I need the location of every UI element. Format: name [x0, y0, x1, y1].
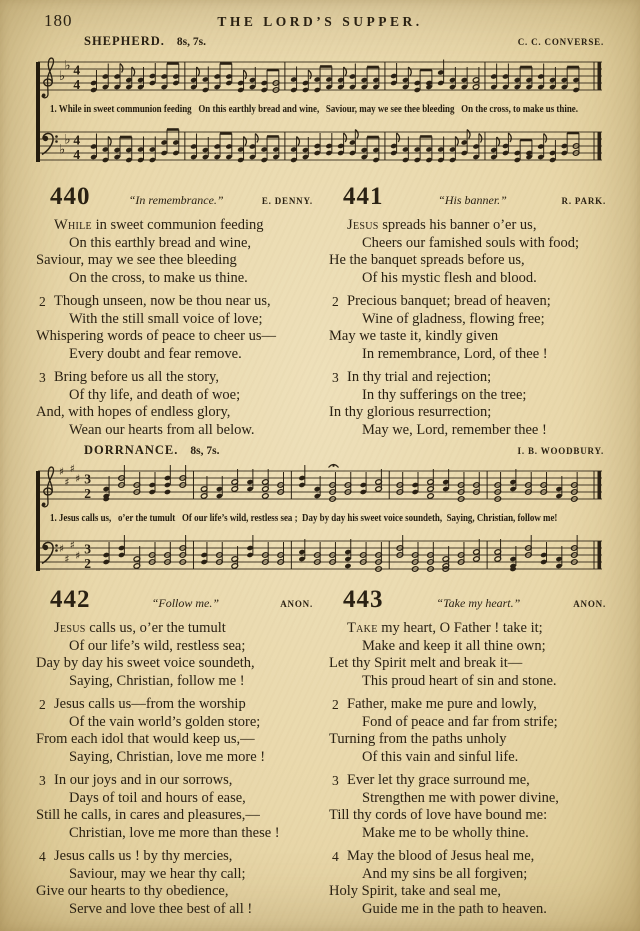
hymn-author: ANON.: [280, 599, 313, 609]
verse-line: Every doubt and fear remove.: [69, 345, 242, 362]
verse-line: In thy glorious resurrection;: [329, 404, 492, 420]
svg-text:♯: ♯: [69, 539, 75, 552]
page-title: THE LORD’S SUPPER.: [217, 14, 423, 29]
svg-text:♯: ♯: [59, 543, 65, 555]
verse-line: In remembrance, Lord, of thee !: [362, 345, 548, 362]
verse-number: 3: [332, 773, 339, 788]
verse-line: Of our life’s wild, restless sea;: [69, 637, 246, 654]
music-system-dorrnance: [36, 443, 604, 581]
hymn-verses: [36, 217, 313, 439]
hymn-caption: “Take my heart.”: [436, 596, 521, 610]
verse-line: 2 Though unseen, now be thou near us,: [39, 293, 271, 309]
hymn-header: [329, 183, 606, 213]
tune-name: DORRNANCE.: [84, 443, 179, 457]
verse-line: Give our hearts to thy obedience,: [36, 883, 229, 899]
hymn-verse: [36, 620, 313, 690]
hymn-header: [36, 183, 313, 213]
svg-text:♭: ♭: [59, 142, 66, 158]
hymn-author: R. PARK.: [561, 196, 606, 206]
hymn-row-440-441: [36, 183, 606, 445]
svg-text:4: 4: [73, 132, 81, 148]
verse-line: May we taste it, kindly given: [329, 328, 499, 344]
verse-line: Fond of peace and far from strife;: [362, 713, 558, 730]
svg-text:♭: ♭: [59, 69, 66, 84]
verse-number: 3: [39, 773, 46, 788]
verse-lead-word: Take: [347, 620, 378, 636]
svg-text:♯: ♯: [69, 462, 75, 475]
svg-text:♯: ♯: [59, 466, 65, 478]
verse-line: From each idol that would keep us,—: [36, 731, 255, 747]
svg-text:♯: ♯: [75, 473, 81, 485]
verse-line: Cheers our famished souls with food;: [362, 234, 580, 251]
hymn-verse: [329, 369, 606, 439]
verse-line: This proud heart of sin and stone.: [362, 672, 557, 689]
verse-line: He the banquet spreads before us,: [329, 252, 525, 268]
verse-line: 3 Ever let thy grace surround me,: [332, 772, 530, 788]
verse-line: Holy Spirit, take and seal me,: [329, 883, 501, 899]
hymn-verse: [36, 369, 313, 439]
hymn-number: 443: [343, 586, 384, 613]
verse-line: Saying, Christian, love me more !: [69, 748, 266, 765]
composer-credit: I. B. WOODBURY.: [517, 446, 604, 456]
hymn-verse: [329, 848, 606, 918]
tune-caption-row: [36, 34, 604, 50]
svg-text:♭: ♭: [64, 58, 71, 74]
hymn-441: [329, 183, 606, 445]
verse-line: Till thy cords of love have bound me:: [329, 807, 548, 823]
tune-meter: 8s, 7s.: [190, 445, 220, 457]
verse-line: Day by day his sweet voice soundeth,: [36, 655, 255, 671]
verse-line: 4 May the blood of Jesus heal me,: [332, 848, 535, 864]
tune-caption-row: [36, 443, 604, 459]
verse-line: While in sweet communion feeding: [54, 217, 264, 233]
verse-number: 2: [332, 697, 339, 712]
svg-text:3: 3: [84, 471, 91, 487]
verse-line: Jesus spreads his banner o’er us,: [347, 217, 537, 233]
verse-line: 3 Bring before us all the story,: [39, 369, 219, 385]
svg-text:4: 4: [73, 77, 81, 92]
verse-line: Make me to be wholly thine.: [362, 824, 529, 841]
hymn-caption: “Follow me.”: [151, 596, 220, 610]
verse-line: Jesus calls us, o’er the tumult: [54, 620, 226, 636]
svg-text:4: 4: [73, 147, 81, 162]
lyric-line: 1. Jesus calls us, o’er the tumult Of our life’s wild, restless sea ; Day by day his sweet voice soundeth, Saying, Christian, follow me!: [50, 513, 558, 524]
verse-line: With the still small voice of love;: [69, 310, 263, 327]
hymn-caption: “His banner.”: [438, 193, 507, 207]
verse-line: Saying, Christian, follow me !: [69, 672, 245, 689]
hymn-440: [36, 183, 313, 445]
verse-line: Days of toil and hours of ease,: [69, 789, 246, 806]
verse-line: Guide me in the path to heaven.: [362, 900, 547, 917]
svg-text:♯: ♯: [64, 476, 70, 489]
verse-line: Christian, love me more than these !: [69, 824, 280, 841]
verse-lead-word: Jesus: [347, 217, 379, 233]
hymn-verse: [36, 696, 313, 766]
verse-lead-word: While: [54, 217, 92, 233]
music-system-shepherd: [36, 34, 604, 172]
verse-line: And my sins be all forgiven;: [362, 865, 528, 882]
verse-number: 2: [39, 294, 46, 309]
hymn-verse: [329, 620, 606, 690]
hymn-verse: [329, 772, 606, 842]
composer-credit: C. C. CONVERSE.: [517, 37, 604, 47]
verse-line: Take my heart, O Father ! take it;: [347, 620, 543, 636]
verse-number: 4: [39, 849, 46, 864]
hymn-number: 440: [50, 183, 91, 210]
verse-line: Still he calls, in cares and pleasures,—: [36, 807, 260, 823]
verse-line: 2 Jesus calls us—from the worship: [39, 696, 246, 712]
svg-text:♭: ♭: [64, 132, 71, 148]
system-barline: [36, 62, 40, 162]
verse-line: And, with hopes of endless glory,: [36, 404, 231, 420]
verse-line: On this earthly bread and wine,: [69, 234, 252, 251]
svg-text:4: 4: [73, 62, 81, 78]
hymn-verse: [36, 293, 313, 363]
hymn-verse: [329, 293, 606, 363]
page-number: 180: [44, 11, 73, 30]
verse-line: Saviour, may we see thee bleeding: [36, 252, 237, 268]
svg-text:3: 3: [84, 541, 91, 557]
treble-staff: [36, 461, 604, 511]
verse-line: Let thy Spirit melt and break it—: [329, 655, 523, 671]
bass-staff: [36, 122, 604, 172]
hymn-verse: [36, 217, 313, 287]
verse-line: Strengthen me with power divine,: [362, 789, 559, 806]
lyric-line: 1. While in sweet communion feeding On this earthly bread and wine, Saviour, may we see thee bleeding On the cross, to make us thine.: [50, 104, 579, 115]
hymn-number: 442: [50, 586, 91, 613]
hymn-verse: [329, 217, 606, 287]
hymn-row-442-443: [36, 586, 606, 924]
hymn-443: [329, 586, 606, 924]
hymn-author: ANON.: [573, 599, 606, 609]
hymn-number: 441: [343, 183, 384, 210]
system-barline: [36, 471, 40, 571]
bass-staff: [36, 531, 604, 581]
svg-text:♯: ♯: [64, 553, 70, 566]
verse-line: Whispering words of peace to cheer us—: [36, 328, 276, 344]
verse-line: Of the vain world’s golden store;: [69, 713, 261, 730]
hymn-verses: [329, 620, 606, 918]
verse-lead-word: Jesus: [54, 620, 86, 636]
verse-line: Wine of gladness, flowing free;: [362, 310, 545, 327]
verse-number: 2: [39, 697, 46, 712]
hymn-header: [36, 586, 313, 616]
hymn-author: E. DENNY.: [261, 196, 313, 206]
verse-line: Of his mystic flesh and blood.: [362, 269, 537, 286]
hymn-caption: “In remembrance.”: [128, 193, 224, 207]
svg-text:2: 2: [84, 556, 91, 571]
verse-line: Make and keep it all thine own;: [362, 637, 546, 654]
hymn-header: [329, 586, 606, 616]
hymn-verses: [329, 217, 606, 439]
verse-line: On the cross, to make us thine.: [69, 269, 248, 286]
verse-line: Saviour, may we hear thy call;: [69, 865, 246, 882]
treble-staff: [36, 52, 604, 102]
tune-name: SHEPHERD.: [84, 34, 165, 48]
verse-line: Serve and love thee best of all !: [69, 900, 253, 917]
verse-line: Wean our hearts from all below.: [69, 421, 255, 438]
verse-number: 3: [39, 370, 46, 385]
verse-line: 2 Father, make me pure and lowly,: [332, 696, 537, 712]
verse-line: Turning from the paths unholy: [329, 731, 507, 747]
verse-line: 3 In thy trial and rejection;: [332, 369, 492, 385]
verse-line: 2 Precious banquet; bread of heaven;: [332, 293, 551, 309]
verse-line: Of this vain and sinful life.: [362, 748, 519, 765]
svg-text:2: 2: [84, 486, 91, 501]
hymn-verse: [329, 696, 606, 766]
verse-line: In thy sufferings on the tree;: [362, 386, 527, 403]
verse-line: 4 Jesus calls us ! by thy mercies,: [39, 848, 233, 864]
hymn-verse: [36, 848, 313, 918]
verse-number: 3: [332, 370, 339, 385]
verse-number: 4: [332, 849, 339, 864]
hymn-verses: [36, 620, 313, 918]
verse-line: Of thy life, and death of woe;: [69, 386, 241, 403]
svg-text:♯: ♯: [75, 550, 81, 562]
hymn-442: [36, 586, 313, 924]
verse-line: 3 In our joys and in our sorrows,: [39, 772, 233, 788]
hymn-verse: [36, 772, 313, 842]
verse-line: May we, Lord, remember thee !: [362, 421, 547, 438]
tune-meter: 8s, 7s.: [176, 36, 206, 48]
verse-number: 2: [332, 294, 339, 309]
